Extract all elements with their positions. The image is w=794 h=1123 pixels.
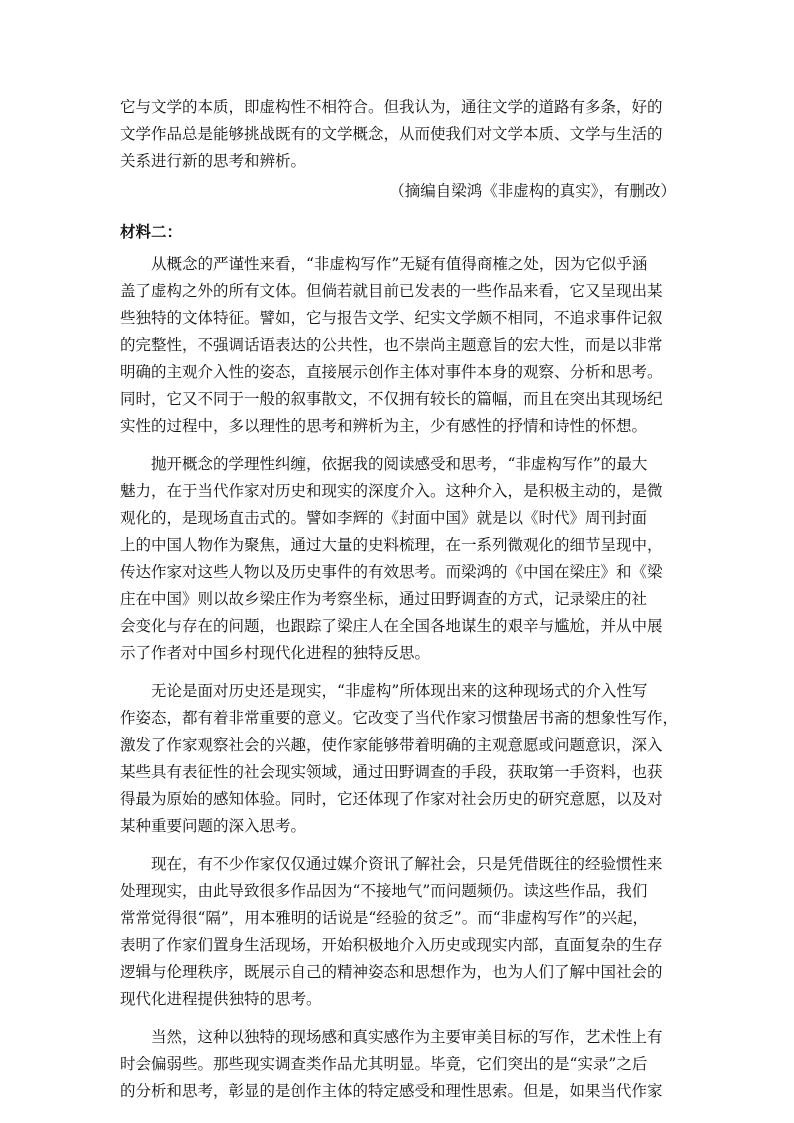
paragraph-line: 些独特的文体特征。譬如，它与报告文学、纪实文学颇不相同，不追求事件记叙: [120, 309, 663, 327]
paragraph-line: 某种重要问题的深入思考。: [120, 817, 307, 835]
paragraph-line: 处理现实，由此导致很多作品因为“不接地气”而问题频仍。读这些作品，我们: [120, 882, 648, 900]
intro-line: 它与文学的本质，即虚构性不相符合。但我认为，通往文学的道路有多条，好的: [120, 98, 663, 116]
paragraph-line: 魅力，在于当代作家对历史和现实的深度介入。这种介入，是积极主动的，是微: [120, 482, 663, 500]
paragraph-line: 庄在中国》则以故乡梁庄作为考察坐标，通过田野调查的方式，记录梁庄的社: [120, 590, 648, 608]
paragraph-line: 从概念的严谨性来看，“非虚构写作”无疑有值得商榷之处，因为它似乎涵: [151, 255, 648, 273]
paragraph-line: 现在，有不少作家仅仅通过媒介资讯了解社会，只是凭借既往的经验惯性来: [151, 855, 663, 873]
paragraph-line: 的完整性，不强调话语表达的公共性，也不崇尚主题意旨的宏大性，而是以非常: [120, 336, 663, 354]
paragraph-line: 会变化与存在的问题，也跟踪了梁庄人在全国各地谋生的艰辛与尴尬，并从中展: [120, 617, 663, 635]
paragraph-line: 现代化进程提供独特的思考。: [120, 990, 322, 1008]
paragraph-line: 无论是面对历史还是现实，“非虚构”所体现出来的这种现场式的介入性写: [151, 682, 648, 700]
paragraph-line: 常常觉得很“隔”，用本雅明的话说是“经验的贫乏”。而“非虚构写作”的兴起，: [120, 909, 649, 927]
paragraph-line: 传达作家对这些人物以及历史事件的有效思考。而梁鸿的《中国在梁庄》和《梁: [120, 563, 663, 581]
intro-line: 关系进行新的思考和辨析。: [120, 152, 307, 170]
section-heading: 材料二：: [120, 222, 183, 241]
paragraph-line: 实性的过程中，多以理性的思考和辨析为主，少有感性的抒情和诗性的怀想。: [120, 417, 648, 435]
paragraph-line: 盖了虚构之外的所有文体。但倘若就目前已发表的一些作品来看，它又呈现出某: [120, 282, 663, 300]
paragraph-line: 当然，这种以独特的现场感和真实感作为主要审美目标的写作，艺术性上有: [151, 1028, 663, 1046]
source-note: （摘编自梁鸿《非虚构的真实》，有删改）: [389, 182, 676, 200]
intro-line: 文学作品总是能够挑战既有的文学概念，从而使我们对文学本质、文学与生活的: [120, 125, 663, 143]
paragraph-line: 得最为原始的感知体验。同时，它还体现了作家对社会历史的研究意愿，以及对: [120, 790, 663, 808]
paragraph-line: 的分析和思考，彰显的是创作主体的特定感受和理性思索。但是，如果当代作家: [120, 1082, 663, 1100]
paragraph-line: 激发了作家观察社会的兴趣，使作家能够带着明确的主观意愿或问题意识，深入: [120, 736, 663, 754]
paragraph-line: 某些具有表征性的社会现实领域，通过田野调查的手段，获取第一手资料，也获: [120, 763, 663, 781]
paragraph-line: 示了作者对中国乡村现代化进程的独特反思。: [120, 644, 431, 662]
paragraph-line: 表明了作家们置身生活现场，开始积极地介入历史或现实内部，直面复杂的生存: [120, 936, 663, 954]
paragraph-line: 上的中国人物作为聚焦，通过大量的史料梳理，在一系列微观化的细节呈现中，: [120, 536, 663, 554]
paragraph-line: 明确的主观介入性的姿态，直接展示创作主体对事件本身的观察、分析和思考。: [120, 363, 663, 381]
paragraph-line: 作姿态，都有着非常重要的意义。它改变了当代作家习惯蛰居书斋的想象性写作，: [120, 709, 679, 727]
paragraph-line: 时会偏弱些。那些现实调查类作品尤其明显。毕竟，它们突出的是“实录”之后: [120, 1055, 648, 1073]
paragraph-line: 同时，它又不同于一般的叙事散文，不仅拥有较长的篇幅，而且在突出其现场纪: [120, 390, 663, 408]
paragraph-line: 观化的，是现场直击式的。譬如李辉的《封面中国》就是以《时代》周刊封面: [120, 509, 648, 527]
paragraph-line: 逻辑与伦理秩序，既展示自己的精神姿态和思想作为，也为人们了解中国社会的: [120, 963, 663, 981]
paragraph-line: 抛开概念的学理性纠缠，依据我的阅读感受和思考，“非虚构写作”的最大: [151, 455, 648, 473]
